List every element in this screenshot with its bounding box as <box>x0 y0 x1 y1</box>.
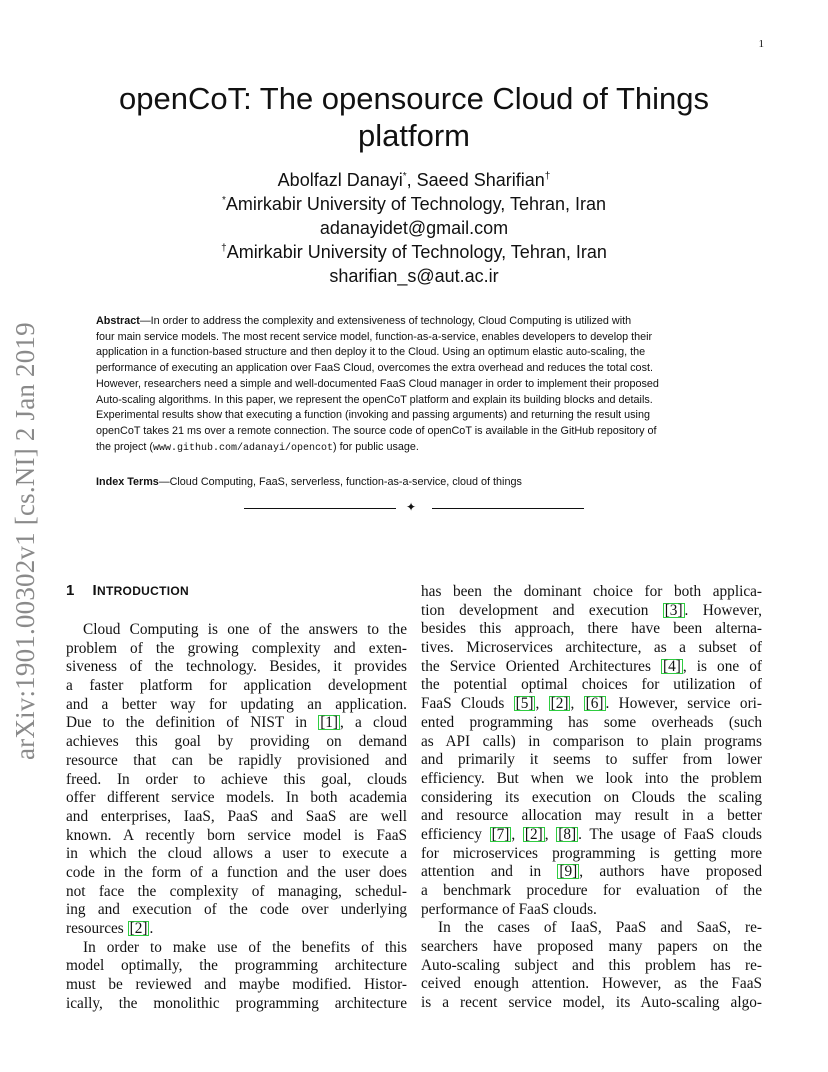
affiliation-1: *Amirkabir University of Technology, Tehran, Iran <box>221 194 607 214</box>
text-line: the Service Oriented Architectures [4] , is one of <box>421 657 762 675</box>
text-line: FaaS Clouds [5] , [2] , [6] . However, service ori- <box>421 695 763 713</box>
text-line: problem of the growing complexity and exten- <box>66 639 407 657</box>
citation-link[interactable]: [4] <box>663 657 681 675</box>
text-line: tives. Microservices architecture, as a subset of <box>421 639 762 657</box>
text-line: freed. In order to achieve this goal, clouds <box>66 770 407 788</box>
abstract-line: openCoT takes 21 ms over a remote connection. The source code of openCoT is available in the GitHub repository of <box>96 424 657 437</box>
repository-url[interactable]: www.github.com/adanayi/opencot <box>153 442 334 454</box>
text-line: in which the cloud allows a user to execute a <box>66 845 407 863</box>
text-line: besides this approach, there have been alterna- <box>421 620 762 638</box>
text-line: searchers have proposed many papers on the <box>421 938 762 956</box>
citation-link[interactable]: [2] <box>550 695 569 713</box>
text-line: siveness of the technology. Besides, it provides <box>66 658 407 676</box>
citation-link[interactable]: [5] <box>515 695 534 713</box>
text-line: and primarily it seems to suffer from lower <box>421 751 762 769</box>
citation-link[interactable]: [9] <box>559 863 578 881</box>
affiliation-2: †Amirkabir University of Technology, Tehran, Iran <box>221 242 607 262</box>
text-line: considering its execution on Clouds the scaling <box>421 788 762 806</box>
text-line: Due to the definition of NIST in [1] , a cloud <box>66 714 407 732</box>
text-line: a benchmark procedure for evaluation of the <box>421 882 762 899</box>
divider-line-right <box>432 508 584 509</box>
text-line: a faster platform for application development <box>66 677 407 695</box>
citation-link[interactable]: [1] <box>320 714 339 732</box>
abstract-line: However, researchers need a simple and well-documented FaaS Cloud manager in order to implement their proposed <box>96 377 659 390</box>
abstract-label: Abstract <box>96 315 140 327</box>
citation-link[interactable]: [7] <box>491 825 510 843</box>
abstract-line: application in a function-based structure and then deploy it to the Cloud. Using an optimum elastic auto-scaling, the <box>96 346 646 359</box>
text-line: and a better way for updating an application. <box>66 695 407 713</box>
citation-link[interactable]: [2] <box>129 920 148 937</box>
text-line: attention and in [9] , authors have proposed <box>421 863 762 881</box>
divider-star-icon: ✦ <box>406 500 417 514</box>
text-line: offer different service models. In both academia <box>66 789 407 807</box>
text-line: ceived enough attention. However, as the FaaS <box>421 975 762 993</box>
arxiv-stamp: arXiv:1901.00302v1 [cs.NI] 2 Jan 2019 <box>10 322 40 760</box>
page-number: 1 <box>758 38 764 50</box>
abstract <box>96 314 736 456</box>
text-line: resource that can be rapidly provisioned and <box>66 751 407 769</box>
title-line-2: platform <box>358 118 470 153</box>
abstract-line: Abstract—In order to address the complexity and extensiveness of technology, Cloud Computing is utilized with <box>96 315 632 327</box>
section-heading: 1 INTRODUCTION <box>66 582 189 599</box>
text-line: known. A recently born service model is FaaS <box>66 826 407 844</box>
text-line: is a recent service model, its Auto-scaling algo- <box>421 994 762 1012</box>
text-line: and resource allocation may result in a better <box>421 807 762 825</box>
text-line: ented programming has some overheads (such <box>421 713 762 731</box>
abstract-line: the project (www.github.com/adanayi/opencot) for public usage. <box>96 440 419 454</box>
citation-link[interactable]: [3] <box>664 601 683 619</box>
text-line: Cloud Computing is one of the answers to the <box>83 621 407 638</box>
text-line: resources [2] . <box>66 920 154 937</box>
abstract-line: four main service models. The most recent service model, function-as-a-service, enables developers to develop their <box>96 330 653 343</box>
text-line: has been the dominant choice for both applica- <box>421 583 762 600</box>
text-line: ing and execution of the code over underlying <box>66 901 407 919</box>
text-line: achieves this goal by providing on demand <box>66 733 407 751</box>
email-1: adanayidet@gmail.com <box>319 218 509 238</box>
paper-title <box>60 80 768 154</box>
text-line: not face the complexity of managing, schedul- <box>66 882 407 900</box>
text-line: tion development and execution [3] . However, <box>421 601 762 619</box>
author-names: Abolfazl Danayi*, Saeed Sharifian† <box>277 170 551 190</box>
title-line-1: openCoT: The opensource Cloud of Things <box>119 81 709 116</box>
text-line: ically, the monolithic programming architecture <box>66 994 407 1012</box>
text-line: the potential optimal choices for utilization of <box>421 676 762 694</box>
text-line: as API calls) in comparison to plain programs <box>421 732 762 750</box>
text-line: model optimally, the programming architecture <box>66 957 407 975</box>
body-column-left <box>66 621 407 1013</box>
citation-link[interactable]: [6] <box>585 695 604 713</box>
text-line: must be reviewed and maybe modified. Histor- <box>66 976 407 994</box>
email-2: sharifian_s@aut.ac.ir <box>329 266 499 286</box>
text-line: code in the form of a function and the user does <box>66 863 407 881</box>
abstract-line: Experimental results show that executing a function (invoking and passing arguments) and returning the result using <box>96 409 650 422</box>
index-terms: Index Terms—Cloud Computing, FaaS, serverless, function-as-a-service, cloud of things <box>96 476 522 488</box>
text-line: efficiency. But when we look into the problem <box>421 769 762 787</box>
text-line: for microservices programming is getting more <box>421 844 762 862</box>
citation-link[interactable]: [2] <box>524 825 543 843</box>
divider-line-left <box>244 508 396 509</box>
author-block <box>60 168 768 288</box>
abstract-line: Auto-scaling algorithms. In this paper, we represent the openCoT platform and explain its building blocks and details. <box>96 393 653 406</box>
index-terms-label: Index Terms <box>96 476 159 488</box>
text-line: In order to make use of the benefits of this <box>83 938 407 956</box>
body-column-right <box>421 583 762 1013</box>
text-line: In the cases of IaaS, PaaS and SaaS, re- <box>438 919 762 937</box>
text-line: and enterprises, IaaS, PaaS and SaaS are well <box>66 807 407 825</box>
abstract-line: performance of executing an application over FaaS Cloud, overcomes the extra overhead and reduces the total cost. <box>96 362 653 375</box>
section-divider <box>244 500 584 516</box>
text-line: performance of FaaS clouds. <box>421 900 597 918</box>
text-line: efficiency [7] , [2] , [8] . The usage of FaaS clouds <box>421 825 762 843</box>
citation-link[interactable]: [8] <box>558 825 577 843</box>
text-line: Auto-scaling subject and this problem has re- <box>421 956 762 974</box>
